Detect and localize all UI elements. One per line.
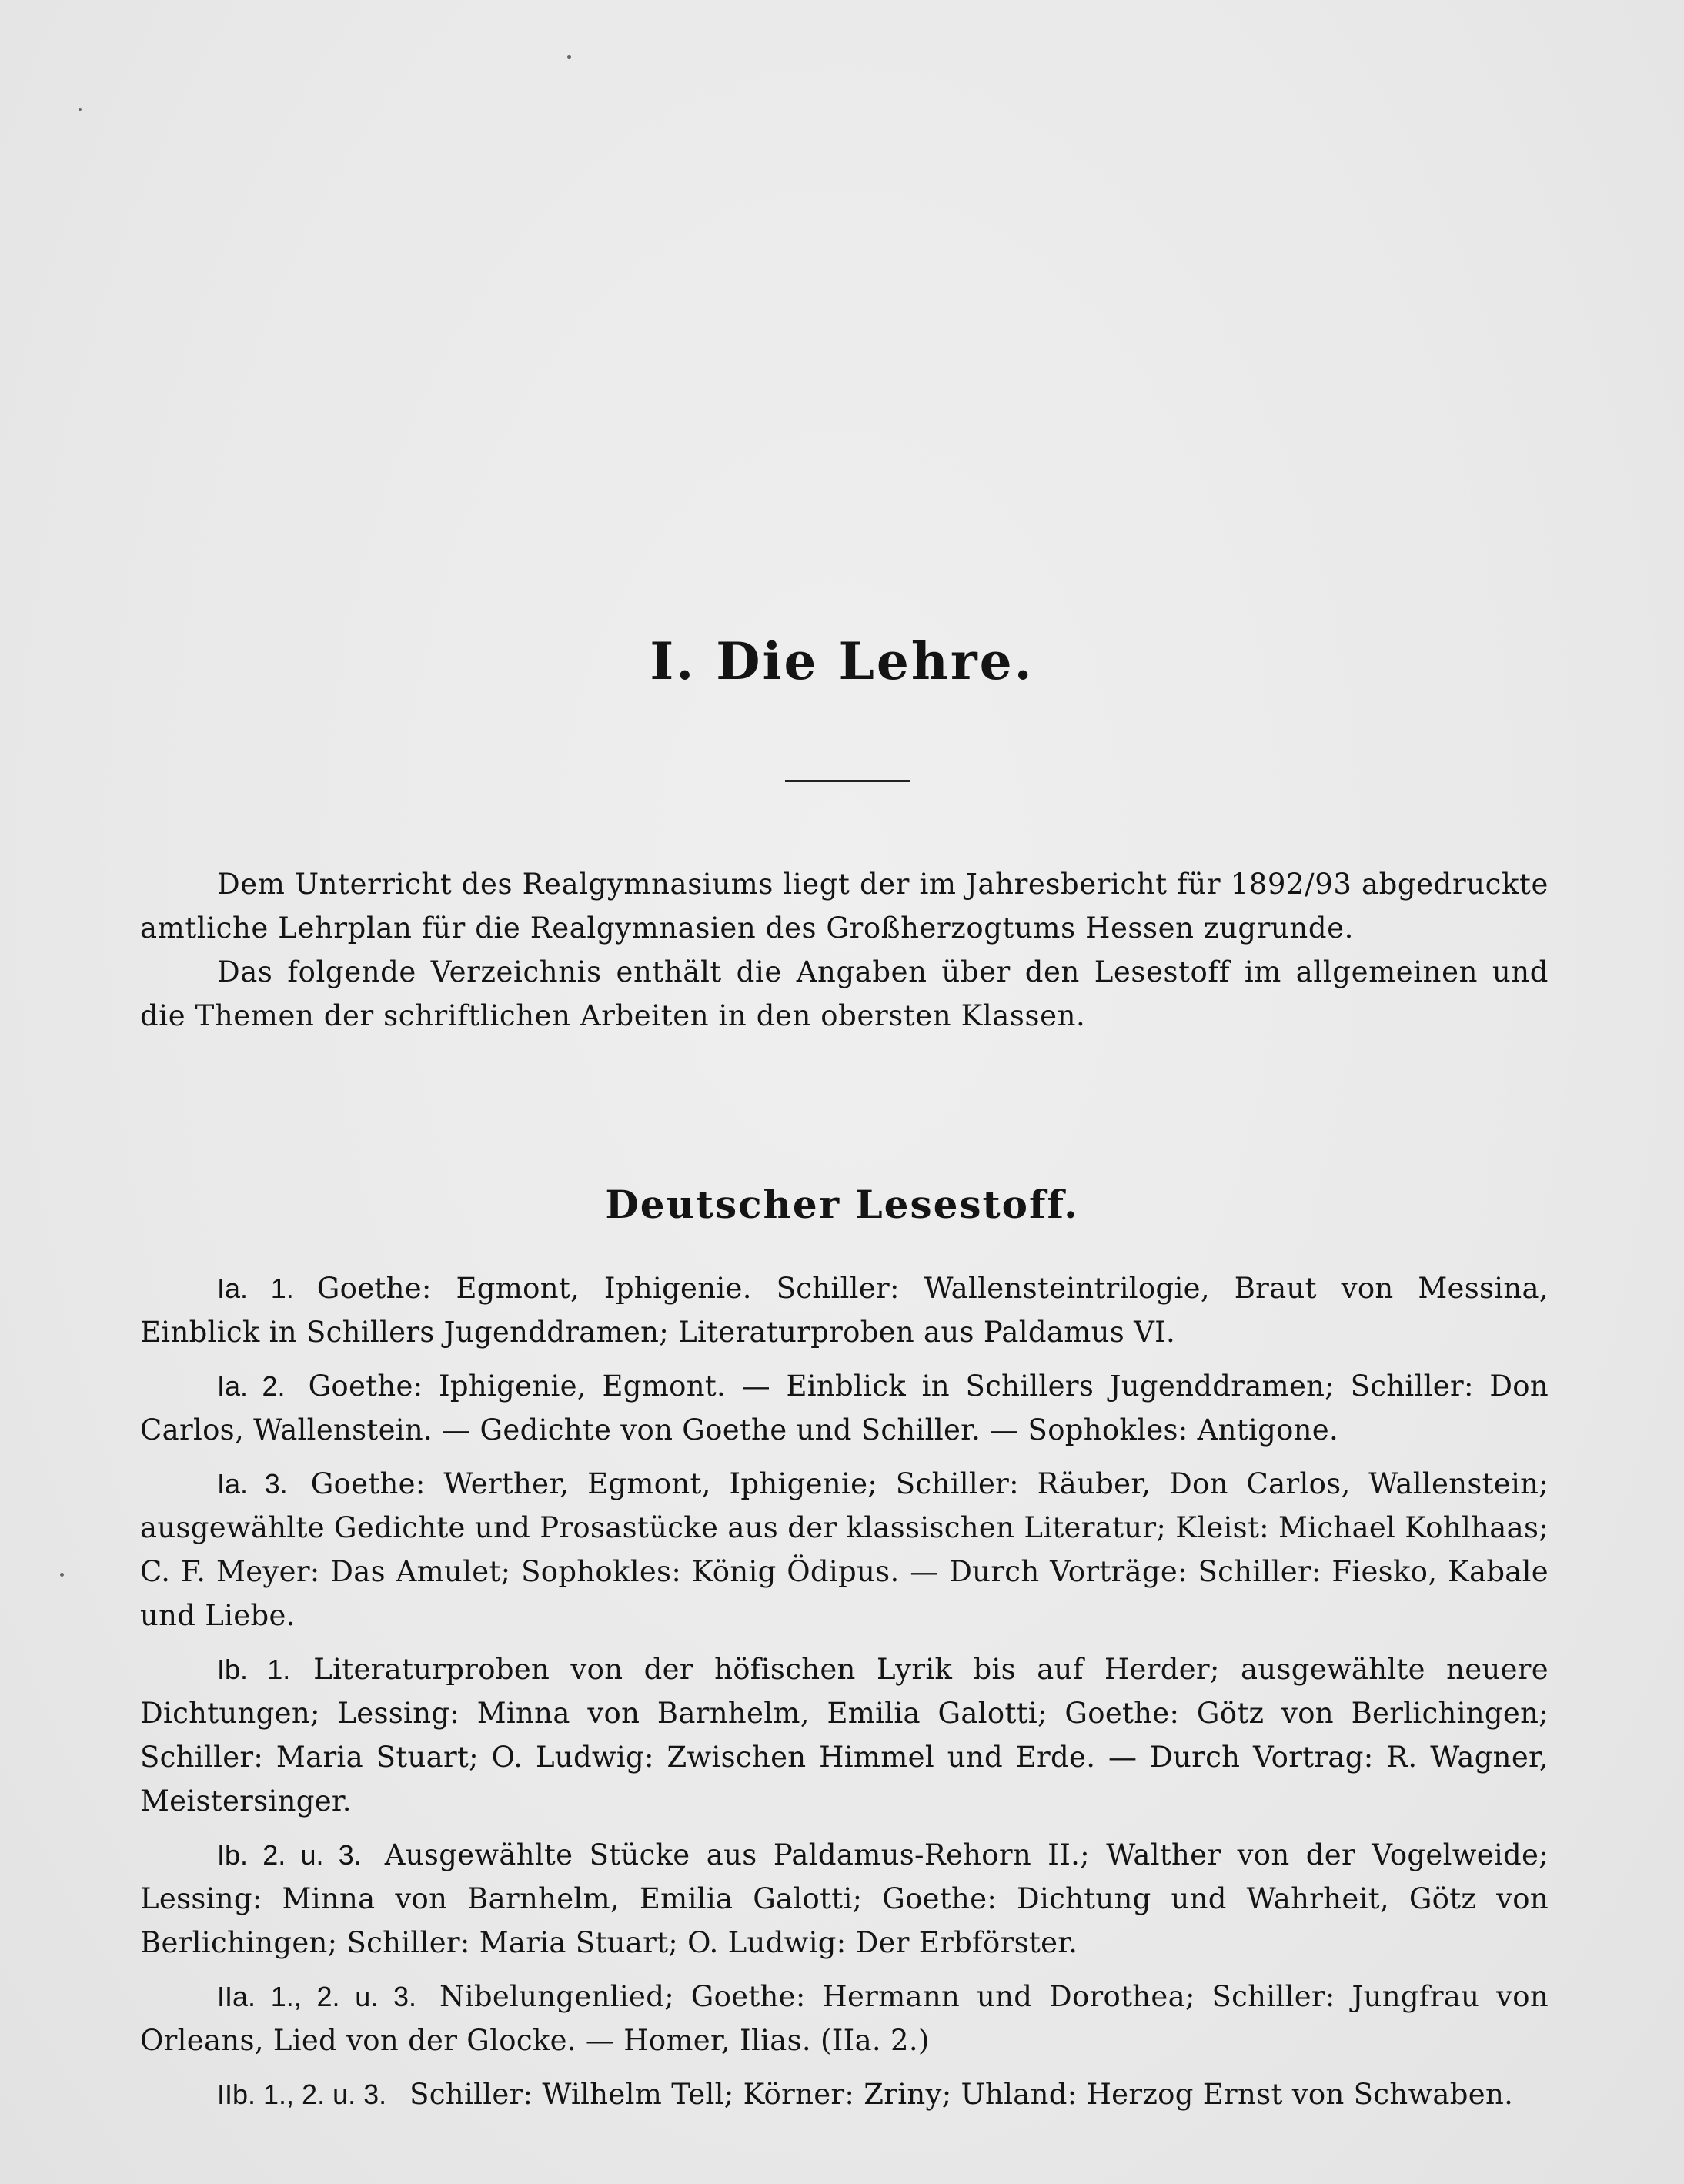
entry-class-label: Ib. 2. u. 3. bbox=[217, 1839, 362, 1871]
heading-divider bbox=[785, 780, 910, 782]
entry-text: Goethe: Iphigenie, Egmont. — Einblick in Schillers Jugenddramen; Schiller: Don Carlos, Wallenstein. — Gedichte von Goethe und Schiller. — Sophokles: Antigone. bbox=[140, 1370, 1549, 1447]
intro-paragraph: Das folgende Verzeichnis enthält die Angaben über den Lesestoff im allgemeinen und die Themen der schriftlichen Arbeiten in den obersten Klassen. bbox=[140, 955, 1549, 1032]
reading-list bbox=[140, 1266, 1549, 2126]
reading-entry-ib-2-3 bbox=[140, 1833, 1549, 1965]
reading-entry-ia-1 bbox=[140, 1266, 1549, 1354]
entry-class-label: IIa. 1., 2. u. 3. bbox=[217, 1981, 417, 2012]
entry-text: Goethe: Werther, Egmont, Iphigenie; Schiller: Räuber, Don Carlos, Wallenstein; ausgewählte Gedichte und Prosastücke aus der klassischen Literatur; Kleist: Michael Kohlhaas; C. F. Meyer: Das Amulet; Sophokles: König Ödipus. — Durch Vorträge: Schiller: Fiesko, Kabale und Liebe. bbox=[140, 1467, 1549, 1632]
print-speck bbox=[567, 55, 571, 59]
entry-class-label: Ia. 2. bbox=[217, 1370, 286, 1402]
entry-text: Literaturproben von der höfischen Lyrik bis auf Herder; ausgewählte neuere Dichtungen; Lessing: Minna von Barnhelm, Emilia Galotti; Goethe: Götz von Berlichingen; Schiller: Maria Stuart; O. Ludwig: Zwischen Himmel und Erde. — Durch Vortrag: R. Wagner, Meistersinger. bbox=[140, 1653, 1549, 1818]
print-speck bbox=[79, 108, 82, 111]
reading-entry-ia-3 bbox=[140, 1462, 1549, 1637]
reading-entry-iia bbox=[140, 1975, 1549, 2062]
reading-entry-iib bbox=[140, 2072, 1549, 2116]
entry-class-label: Ia. 3. bbox=[217, 1468, 288, 1500]
intro-text bbox=[140, 862, 1549, 1038]
entry-text: Schiller: Wilhelm Tell; Körner: Zriny; Uhland: Herzog Ernst von Schwaben. bbox=[409, 2078, 1514, 2111]
entry-text: Ausgewählte Stücke aus Paldamus-Rehorn II.; Walther von der Vogelweide; Lessing: Minna von Barnhelm, Emilia Galotti; Goethe: Dichtung und Wahrheit, Götz von Berlichingen; Schiller: Maria Stuart; O. Ludwig: Der Erbförster. bbox=[140, 1838, 1549, 1959]
intro-paragraph: Dem Unterricht des Realgymnasiums liegt der im Jahresbericht für 1892/93 abgedruckte amtliche Lehrplan für die Realgymnasien des Großherzogtums Hessen zugrunde. bbox=[140, 868, 1549, 945]
entry-class-label: IIb. 1., 2. u. 3. bbox=[217, 2079, 387, 2110]
reading-entry-ib-1 bbox=[140, 1647, 1549, 1823]
entry-text: Goethe: Egmont, Iphigenie. Schiller: Wallensteintrilogie, Braut von Messina, Einblick in Schillers Jugenddramen; Literaturproben aus Paldamus VI. bbox=[140, 1272, 1549, 1349]
print-speck bbox=[60, 1573, 64, 1577]
reading-entry-ia-2 bbox=[140, 1364, 1549, 1452]
entry-class-label: Ia. 1. bbox=[217, 1273, 294, 1304]
chapter-heading: I. Die Lehre. bbox=[650, 631, 1034, 691]
section-heading: Deutscher Lesestoff. bbox=[605, 1182, 1079, 1227]
entry-class-label: Ib. 1. bbox=[217, 1654, 291, 1685]
entry-text: Nibelungenlied; Goethe: Hermann und Dorothea; Schiller: Jungfrau von Orleans, Lied von der Glocke. — Homer, Ilias. (IIa. 2.) bbox=[140, 1980, 1549, 2057]
